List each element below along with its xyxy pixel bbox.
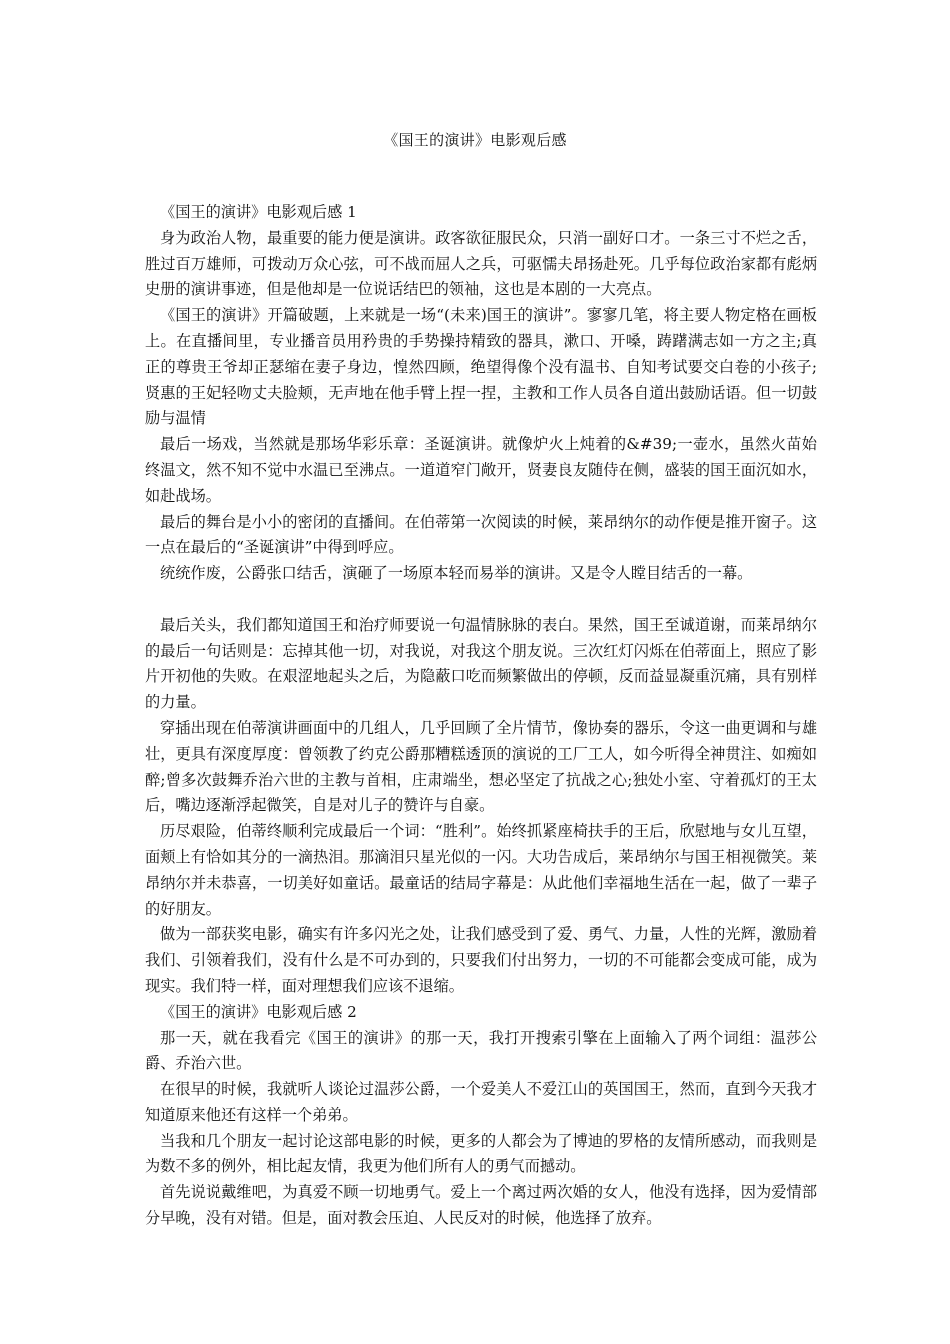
blank-line (145, 587, 817, 613)
body-paragraph: 最后一场戏，当然就是那场华彩乐章：圣诞演讲。就像炉火上炖着的&#39;一壶水，虽然火苗始终温文，然不知不觉中水温已至沸点。一道道窄门敞开，贤妻良友随侍在侧，盛装的国王面沉如水，如赴战场。 (145, 435, 817, 505)
body-paragraph: 统统作废，公爵张口结舌，演砸了一场原本轻而易举的演讲。又是令人瞠目结舌的一幕。 (160, 564, 753, 583)
body-paragraph: 历尽艰险，伯蒂终顺利完成最后一个词：“胜利”。始终抓紧座椅扶手的王后，欣慰地与女儿互望，面颊上有恰如其分的一滴热泪。那滴泪只星光似的一闪。大功告成后，莱昂纳尔与国王相视微笑。莱昂纳尔并未恭喜，一切美好如童话。最童话的结局字幕是：从此他们幸福地生活在一起，做了一辈子的好朋友。 (145, 822, 817, 918)
body-paragraph: 当我和几个朋友一起讨论这部电影的时候，更多的人都会为了博迪的罗格的友情所感动，而我则是为数不多的例外，相比起友情，我更为他们所有人的勇气而撼动。 (145, 1131, 817, 1176)
section-heading: 《国王的演讲》电影观后感 1 (160, 203, 357, 221)
body-paragraph: 首先说说戴维吧，为真爱不顾一切地勇气。爱上一个离过两次婚的女人，他没有选择，因为爱情部分早晚，没有对错。但是，面对教会压迫、人民反对的时候，他选择了放弃。 (145, 1183, 817, 1228)
body-paragraph: 《国王的演讲》开篇破题，上来就是一场“(未来)国王的演讲”。寥寥几笔，将主要人物定格在画板上。在直播间里，专业播音员用矜贵的手势操持精致的器具，漱口、开嗓，踌躇满志如一方之主;真正的尊贵王爷却正瑟缩在妻子身边，惶然四顾，绝望得像个没有温书、自知考试要交白卷的小孩子;贤惠的王妃轻吻丈夫脸颊，无声地在他手臂上捏一捏，主教和工作人员各自道出鼓励话语。但一切鼓励与温情 (145, 306, 817, 428)
body-paragraph: 穿插出现在伯蒂演讲画面中的几组人，几乎回顾了全片情节，像协奏的器乐，令这一曲更调和与雄壮，更具有深度厚度：曾领教了约克公爵那糟糕透顶的演说的工厂工人，如今听得全神贯注、如痴如醉;曾多次鼓舞乔治六世的主教与首相，庄肃端坐，想必坚定了抗战之心;独处小室、守着孤灯的王太后，嘴边逐渐浮起微笑，自是对儿子的赞许与自豪。 (145, 718, 817, 815)
document-body (145, 200, 817, 1232)
body-paragraph: 在很早的时候，我就听人谈论过温莎公爵，一个爱美人不爱江山的英国国王，然而，直到今天我才知道原来他还有这样一个弟弟。 (145, 1080, 817, 1124)
body-paragraph: 做为一部获奖电影，确实有许多闪光之处，让我们感受到了爱、勇气、力量，人性的光辉，激励着我们、引领着我们，没有什么是不可办到的，只要我们付出努力，一切的不可能都会变成可能，成为现实。我们特一样，面对理想我们应该不退缩。 (145, 925, 817, 995)
body-paragraph: 那一天，就在我看完《国王的演讲》的那一天，我打开搜索引擎在上面输入了两个词组：温莎公爵、乔治六世。 (145, 1028, 817, 1073)
body-paragraph: 身为政治人物，最重要的能力便是演讲。政客欲征服民众，只消一副好口才。一条三寸不烂之舌，胜过百万雄师，可拨动万众心弦，可不战而屈人之兵，可驱懦夫昂扬赴死。几乎每位政治家都有彪炳史册的演讲事迹，但是他却是一位说话结巴的领袖，这也是本剧的一大亮点。 (145, 228, 817, 299)
body-paragraph: 最后关头，我们都知道国王和治疗师要说一句温情脉脉的表白。果然，国王至诚道谢，而莱昂纳尔的最后一句话则是：忘掉其他一切，对我说，对我这个朋友说。三次红灯闪烁在伯蒂面上，照应了影片开初他的失败。在艰涩地起头之后，为隐蔽口吃而频繁做出的停顿，反而益显凝重沉痛，具有别样的力量。 (145, 615, 817, 712)
body-paragraph: 最后的舞台是小小的密闭的直播间。在伯蒂第一次阅读的时候，莱昂纳尔的动作便是推开窗子。这一点在最后的“圣诞演讲”中得到呼应。 (145, 512, 817, 557)
section-heading: 《国王的演讲》电影观后感 2 (160, 1002, 357, 1021)
document-title: 《国王的演讲》电影观后感 (383, 131, 567, 149)
